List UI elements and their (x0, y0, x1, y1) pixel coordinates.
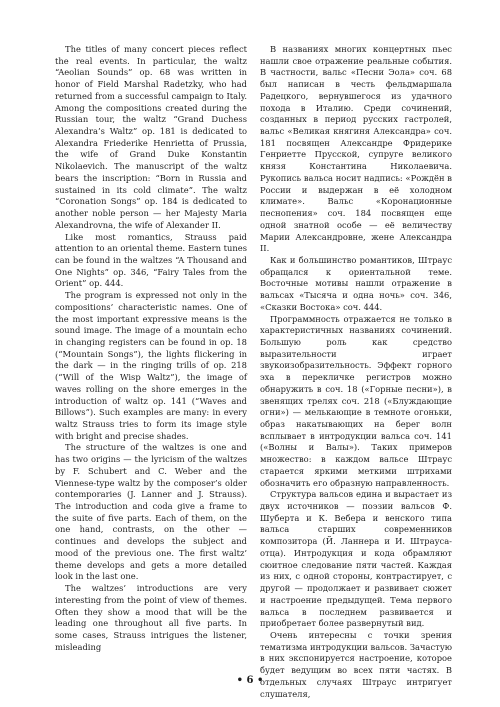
english-paragraph-4: The structure of the waltzes is one and has two origins — the lyricism of the waltzes by F. Schubert and C. Weber and the Viennese-type waltz by the composer’s older contemporaries (J. Lanner and J. Strauss). The introduction and coda give a frame to the suite of five parts. Each of them, on the one hand, contrasts, on the other — continues and develops the subject and mood of the previous one. The first waltz’ theme develops and gets a more detailed look in the last one. (55, 442, 247, 582)
page-number: • 6 • (236, 675, 264, 686)
english-paragraph-2: Like most romantics, Strauss paid attention to an oriental theme. Eastern tunes can be found in the waltzes “A Thousand and One Nights” op. 346, “Fairy Tales from the Orient” op. 444. (55, 231, 247, 289)
english-paragraph-3: The program is expressed not only in the compositions’ characteristic names. One of the most important expressive means is the sound image. The image of a mountain echo in changing registers can be found in op. 18 (“Mountain Songs”), the lights flickering in the dark — in the ringing trills of op. 218 (“Will of the Wisp Waltz”), the image of waves rolling on the shore emerges in the introduction of waltz op. 141 (“Waves and Billows”). Such examples are many: in every waltz Strauss tries to form its image style with bright and precise shades. (55, 290, 247, 441)
russian-paragraph-3: Программность отражается не только в характеристичных названиях сочинений. Большую роль как средство выразительности играет звукоизобразительность. Эффект горного эха в перекличке регистров можно обнаружить в соч. 18 («Горные песни»), в звенящих трелях соч. 218 («Блуждающие огни») — мелькающие в темноте огоньки, образ накатывающих на берег волн всплывает в интродукции вальса соч. 141 («Волны и Валы»). Таких примеров множество: в каждом вальсе Штраус старается яркими меткими штрихами обозначить его образную направленность. (260, 313, 452, 488)
russian-paragraph-1: В названиях многих концертных пьес нашли свое отражение реальные события. В частности, вальс «Песни Эола» соч. 68 был написан в честь фельдмаршала Радецкого, вернувшегося из удачного похода в Италию. Среди сочинений, созданных в период русских гастролей, вальс «Великая княгиня Александра» соч. 181 посвящен Александре Фридерике Генриетте Прусской, супруге великого князя Константина Николаевича. Рукопись вальса носит надпись: «Рождён в России и выдержан в её холодном климате». Вальс «Коронационные песнопения» соч. 184 посвящен еще одной знатной особе — её величеству Марии Александровне, жене Александра II. (260, 44, 452, 254)
russian-text-column (260, 44, 452, 700)
russian-paragraph-5: Очень интересны с точки зрения тематизма интродукции вальсов. Зачастую в них экспонируется настроение, которое будет ведущим во всех пяти частях. В отдельных случаях Штраус интригует слушателя, (260, 629, 452, 699)
russian-paragraph-4: Структура вальсов едина и вырастает из двух источников — поэзии вальсов Ф. Шуберта и К. Вебера и венского типа вальса старших современников композитора (Й. Ланнера и И. Штрауса-отца). Интродукция и кода обрамляют сюитное следование пяти частей. Каждая из них, с одной стороны, контрастирует, с другой — продолжает и развивает сюжет и настроение предыдущей. Тема первого вальса в последнем развивается и приобретает более развернутый вид. (260, 489, 452, 629)
english-text-column (55, 44, 247, 653)
english-paragraph-5: The waltzes’ introductions are very interesting from the point of view of themes. Often they show a mood that will be the leading one throughout all five parts. In some cases, Strauss intrigues the listener, misleading (55, 583, 247, 652)
english-paragraph-1: The titles of many concert pieces reflect the real events. In particular, the waltz “Aeolian Sounds” op. 68 was written in honor of Field Marshal Radetzky, who had returned from a successful campaign to Italy. Among the compositions created during the Russian tour, the waltz “Grand Duchess Alexandra’s Waltz” op. 181 is dedicated to Alexandra Friederike Henrietta of Prussia, the wife of Grand Duke Konstantin Nikolaevich. The manuscript of the waltz bears the inscription: “Born in Russia and sustained in its cold climate”. The waltz “Coronation Songs” op. 184 is dedicated to another noble person — her Majesty Maria Alexandrovna, the wife of Alexander II. (55, 44, 248, 230)
russian-paragraph-2: Как и большинство романтиков, Штраус обращался к ориентальной теме. Восточные мотивы нашли отражение в вальсах «Тысяча и одна ночь» соч. 346, «Сказки Востока» соч. 444. (260, 254, 452, 312)
